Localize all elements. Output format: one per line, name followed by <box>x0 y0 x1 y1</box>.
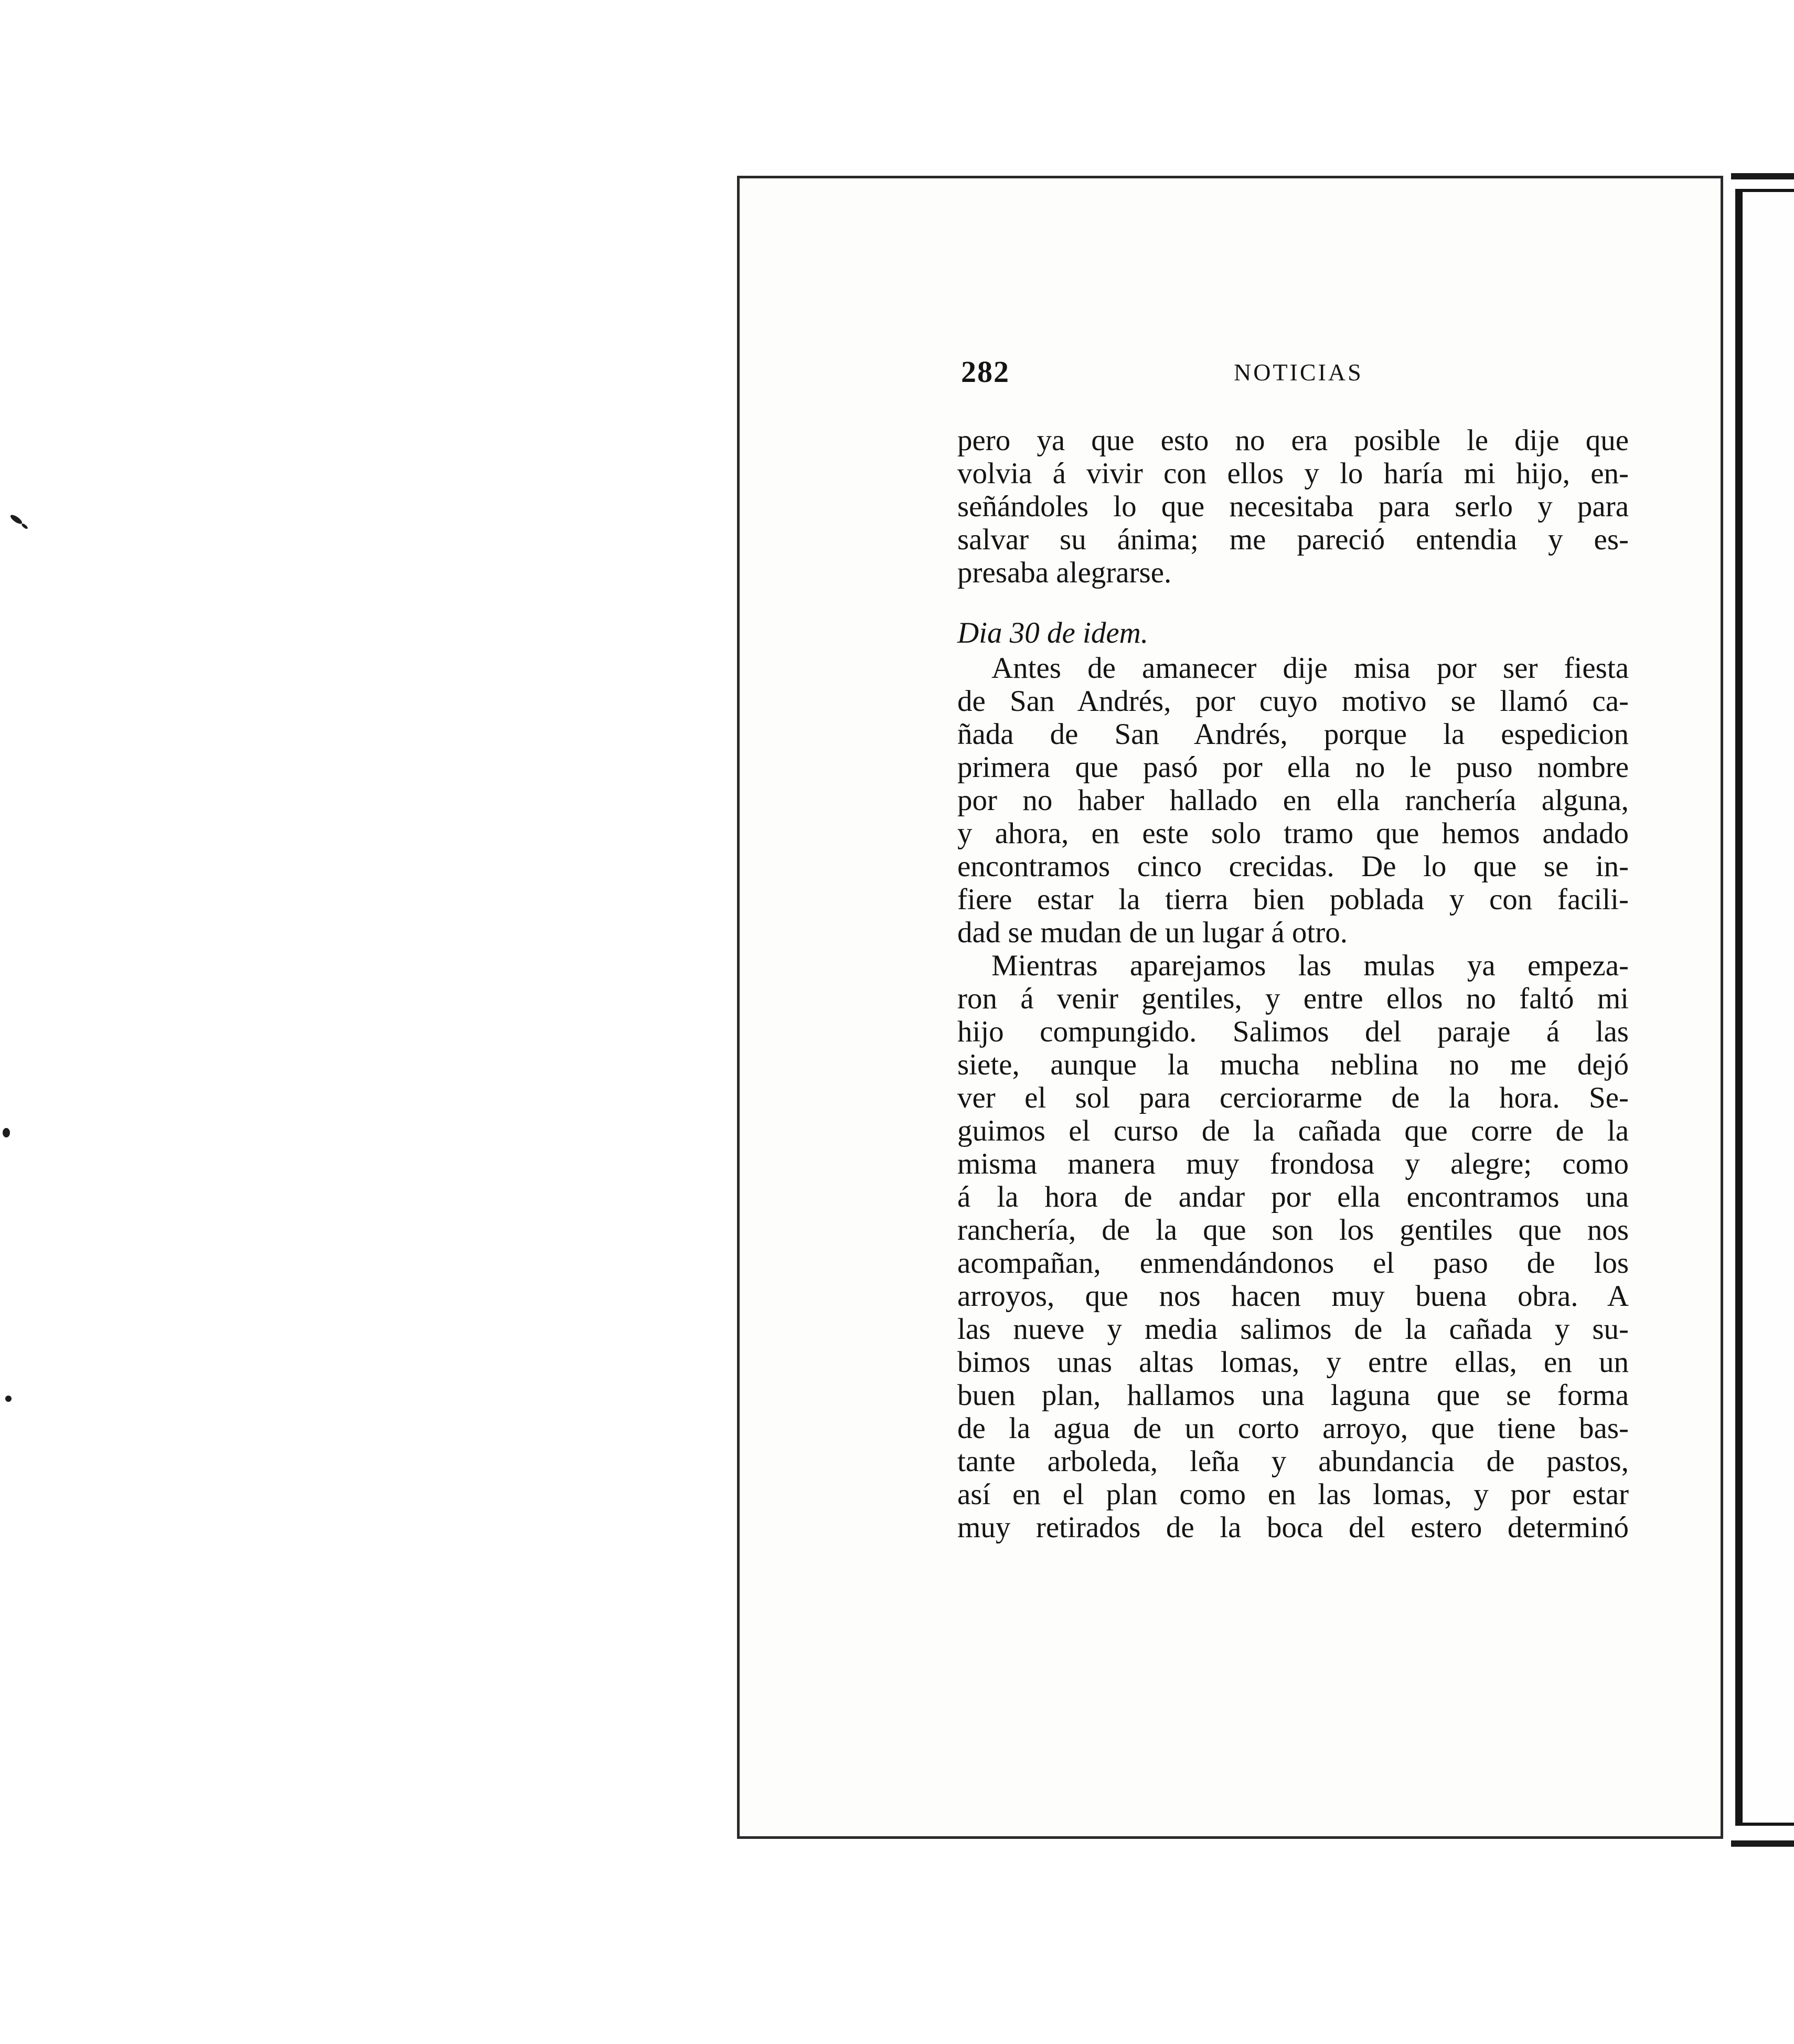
text-line: misma manera muy frondosa y alegre; como <box>957 1147 1629 1180</box>
text-line: dad se mudan de un lugar á otro. <box>957 916 1348 949</box>
paragraph-1 <box>957 424 1629 589</box>
text-line: pero ya que esto no era posible le dije que <box>957 424 1629 457</box>
page-number: 282 <box>961 355 1010 389</box>
text-line: ñada de San Andrés, porque la espedicion <box>957 718 1629 751</box>
text-line: salvar su ánima; me pareció entendia y es- <box>957 523 1629 556</box>
text-line: buen plan, hallamos una laguna que se forma <box>957 1379 1629 1412</box>
text-line: presaba alegrarse. <box>957 556 1172 589</box>
text-line: hijo compungido. Salimos del paraje á las <box>957 1015 1629 1048</box>
text-line: señándoles lo que necesitaba para serlo y para <box>957 490 1629 523</box>
text-line: Mientras aparejamos las mulas ya empeza- <box>991 949 1629 982</box>
text-line: guimos el curso de la cañada que corre de la <box>957 1114 1629 1147</box>
text-line: á la hora de andar por ella encontramos una <box>957 1180 1629 1213</box>
paragraph-2 <box>957 652 1629 949</box>
running-head <box>961 354 1590 396</box>
next-page-edge <box>1735 189 1794 1826</box>
text-line: siete, aunque la mucha neblina no me dejó <box>957 1048 1629 1081</box>
scan-speck <box>3 1128 10 1137</box>
body-text <box>957 424 1629 1544</box>
text-line: y ahora, en este solo tramo que hemos andado <box>957 817 1629 850</box>
text-line: tante arboleda, leña y abundancia de pastos, <box>957 1445 1629 1478</box>
text-line: por no haber hallado en ella ranchería alguna, <box>957 784 1629 817</box>
text-line: ranchería, de la que son los gentiles que nos <box>957 1213 1629 1247</box>
text-line: acompañan, enmendándonos el paso de los <box>957 1247 1629 1280</box>
text-line: ron á venir gentiles, y entre ellos no faltó mi <box>957 982 1629 1015</box>
text-line: fiere estar la tierra bien poblada y con facili- <box>957 883 1629 916</box>
text-line: arroyos, que nos hacen muy buena obra. A <box>957 1280 1629 1313</box>
text-line: muy retirados de la boca del estero determinó <box>957 1511 1629 1544</box>
text-line: Antes de amanecer dije misa por ser fiesta <box>991 652 1629 685</box>
scan-speck <box>5 1396 12 1402</box>
text-line: volvia á vivir con ellos y lo haría mi hijo, en- <box>957 457 1629 490</box>
paragraph-3 <box>957 949 1629 1544</box>
text-line: las nueve y media salimos de la cañada y su- <box>957 1313 1629 1346</box>
text-line: de San Andrés, por cuyo motivo se llamó ca- <box>957 685 1629 718</box>
text-line: así en el plan como en las lomas, y por estar <box>957 1478 1629 1511</box>
text-line: ver el sol para cerciorarme de la hora. Se- <box>957 1081 1629 1114</box>
text-line: encontramos cinco crecidas. De lo que se in- <box>957 850 1629 883</box>
text-line: bimos unas altas lomas, y entre ellas, en un <box>957 1346 1629 1379</box>
text-line: primera que pasó por ella no le puso nombre <box>957 751 1629 784</box>
text-line: de la agua de un corto arroyo, que tiene bas- <box>957 1412 1629 1445</box>
date-heading: Dia 30 de idem. <box>957 616 1149 650</box>
running-title: NOTICIAS <box>1234 359 1363 386</box>
